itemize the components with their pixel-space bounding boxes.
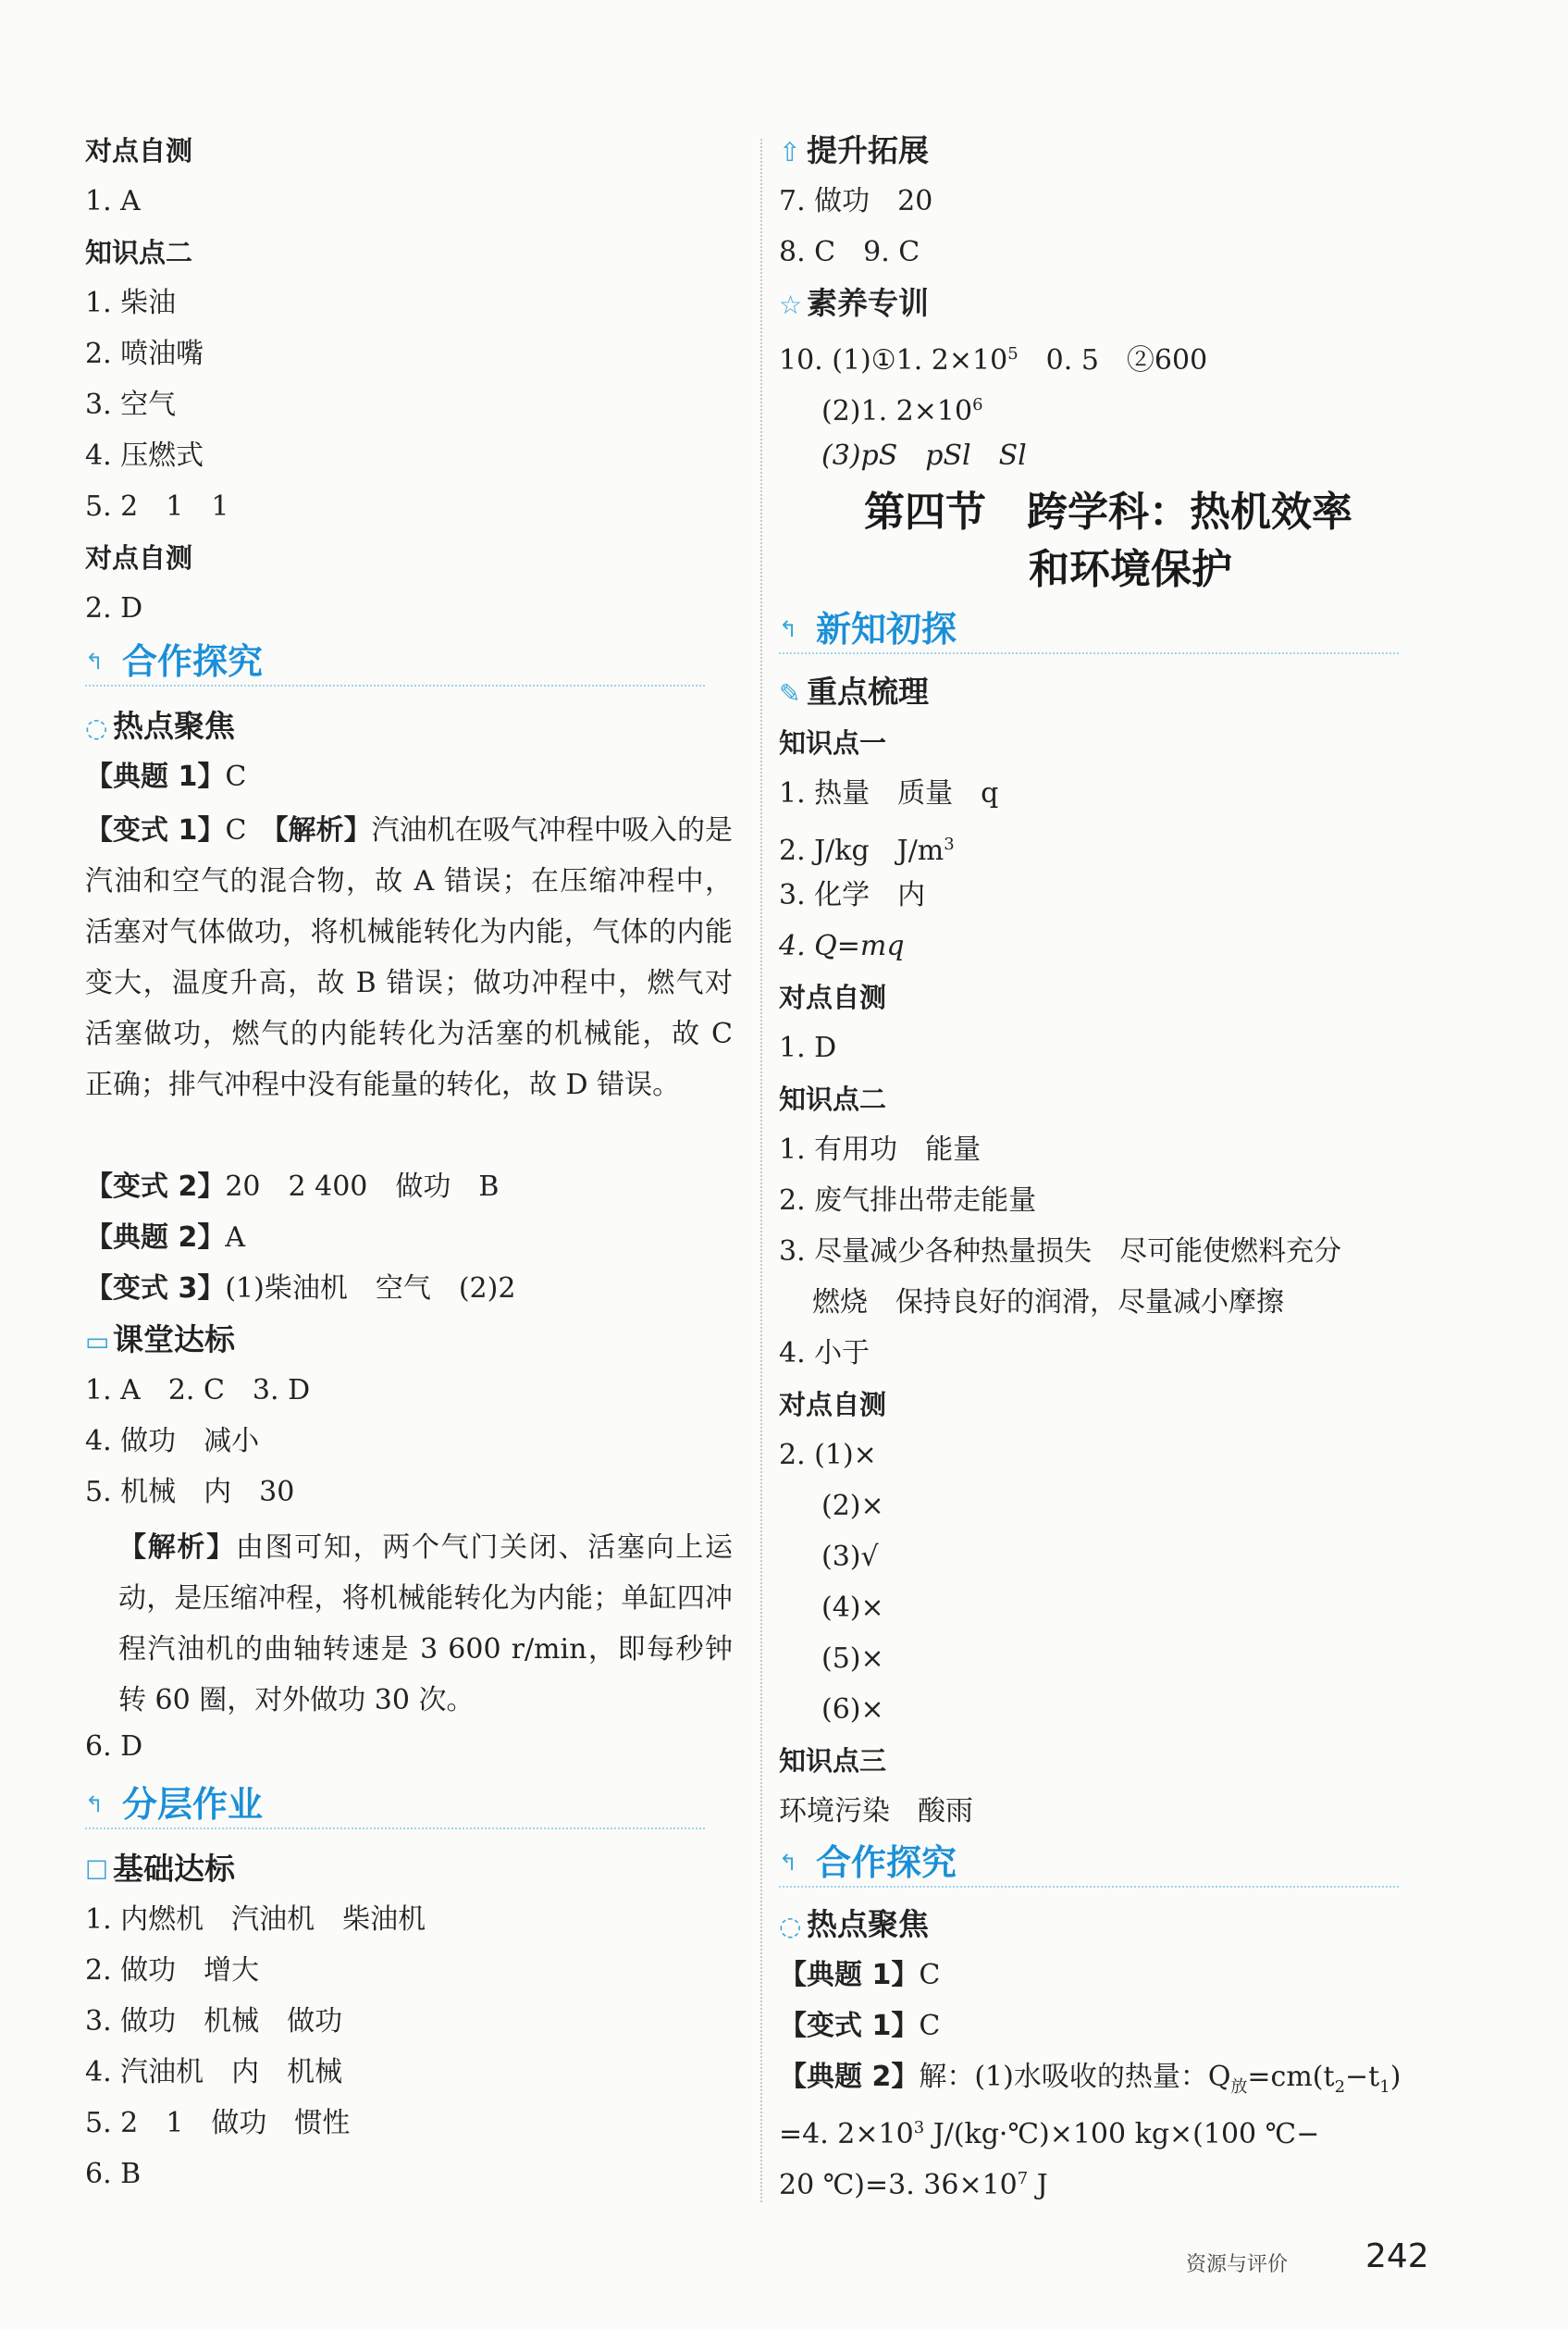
ring-icon: ◌ [85, 712, 108, 743]
subheading-label: 重点梳理 [807, 674, 929, 710]
solution-text: 20 ℃)=3. 36×10 [779, 2169, 1018, 2201]
superscript: 7 [1017, 2169, 1029, 2188]
example-answer: C [225, 761, 247, 793]
solution-text: J/(kg·℃)×100 kg×(100 ℃− [924, 2118, 1320, 2150]
subheading-hotspot [85, 708, 235, 745]
page-number: 242 [1365, 2237, 1429, 2275]
superscript: 3 [913, 2118, 925, 2137]
solution-text: −t [1345, 2061, 1380, 2093]
banner-tiered-homework [85, 1781, 705, 1829]
example-tag: 【典题 1】 [85, 761, 226, 793]
analysis-tag: 【解析】 [274, 814, 372, 847]
answer-line: 7. 做功 20 [779, 185, 933, 217]
answer-text: (2)1. 2×10 [821, 395, 973, 427]
example-1-line [85, 759, 246, 796]
variant-tag: 【变式 2】 [85, 1171, 226, 1203]
variant-answer: C [225, 814, 275, 847]
subheading-class-standard [85, 1321, 235, 1358]
answer-line: 1. D [779, 1032, 837, 1064]
superscript: 3 [944, 835, 955, 854]
answer-line: 2. (1)× [779, 1439, 877, 1471]
answer-line [779, 387, 983, 427]
example-tag: 【典题 1】 [779, 1959, 920, 1991]
heading-knowledge-point-3: 知识点三 [779, 1745, 887, 1777]
answer-line: 4. Q=mq [779, 930, 905, 962]
bookmark-arrow-icon: ↰ [85, 649, 105, 675]
variant-3-line [85, 1270, 515, 1307]
variant-tag: 【变式 3】 [85, 1272, 226, 1305]
answer-line: (5)× [821, 1642, 884, 1675]
variant-1-line [779, 2008, 940, 2045]
answer-line: (6)× [821, 1693, 884, 1726]
example-2-line-2 [779, 2110, 1320, 2150]
answer-line: 2. 废气排出带走能量 [779, 1184, 1037, 1217]
subheading-hotspot [779, 1906, 929, 1943]
heading-dui-dian-zi-ce: 对点自测 [85, 135, 193, 167]
subheading-label: 基础达标 [113, 1851, 235, 1887]
subheading-label: 热点聚焦 [807, 1906, 929, 1942]
bookmark-arrow-icon: ↰ [85, 1791, 105, 1817]
variant-answer: 20 2 400 做功 B [225, 1171, 500, 1203]
heading-dui-dian-zi-ce: 对点自测 [85, 542, 193, 574]
example-tag: 【典题 2】 [85, 1221, 226, 1254]
banner-cooperative-inquiry [779, 1840, 1399, 1888]
solution-text: =cm(t [1247, 2061, 1335, 2093]
banner-new-knowledge [779, 606, 1399, 654]
subheading-literacy-training [779, 285, 929, 322]
subheading-label: 提升拓展 [807, 132, 929, 168]
pen-icon: ✎ [779, 678, 801, 709]
subheading-improvement [779, 132, 929, 169]
subheading-label: 素养专训 [807, 285, 929, 321]
answer-line: 6. B [85, 2158, 142, 2190]
answer-line: 2. 喷油嘴 [85, 338, 204, 370]
banner-label: 新知初探 [816, 609, 957, 650]
answer-line [779, 336, 1208, 377]
subheading-label: 热点聚焦 [113, 708, 235, 744]
answer-line: 6. D [85, 1730, 143, 1763]
answer-text: 0. 5 ②600 [1018, 344, 1208, 377]
banner-cooperative-inquiry [85, 638, 705, 687]
answer-text: 10. (1)①1. 2×10 [779, 344, 1008, 377]
clipboard-icon: ☐ [85, 1855, 109, 1886]
answer-line: 3. 空气 [85, 389, 177, 421]
answer-line: 3. 化学 内 [779, 879, 926, 911]
heading-knowledge-point-1: 知识点一 [779, 727, 887, 759]
answer-line: 1. 内燃机 汽油机 柴油机 [85, 1903, 426, 1936]
example-answer: C [919, 1959, 941, 1991]
banner-label: 分层作业 [122, 1784, 264, 1825]
ring-icon: ◌ [779, 1911, 802, 1941]
variant-answer: C [919, 2010, 941, 2042]
answer-line: 3. 做功 机械 做功 [85, 2005, 343, 2038]
section-title: 第四节 跨学科：热机效率 [864, 489, 1352, 536]
subheading-label: 课堂达标 [113, 1321, 235, 1357]
variant-tag: 【变式 1】 [779, 2010, 920, 2042]
column-divider [760, 139, 762, 2202]
example-1-line [779, 1957, 940, 1994]
example-answer: A [225, 1221, 245, 1254]
answer-line: 2. D [85, 592, 143, 625]
answer-line: 4. 做功 减小 [85, 1425, 260, 1457]
solution-text: J [1028, 2169, 1048, 2201]
answer-line: 4. 小于 [779, 1337, 870, 1369]
answer-line: (3)√ [821, 1541, 879, 1573]
solution-text: 解：(1)水吸收的热量：Q [919, 2061, 1231, 2093]
answer-line: 1. A [85, 185, 141, 217]
heading-knowledge-point-2: 知识点二 [85, 237, 193, 268]
answer-line: 环境污染 酸雨 [779, 1795, 973, 1827]
answer-line: (3)pS pSl Sl [821, 440, 1027, 472]
answer-line: 1. 柴油 [85, 287, 177, 319]
answer-line: 5. 机械 内 30 [85, 1476, 295, 1508]
answer-line: 8. C 9. C [779, 236, 920, 268]
subheading-basic-standard [85, 1851, 235, 1888]
example-2-line [85, 1220, 245, 1257]
answer-line: 5. 2 1 做功 惯性 [85, 2107, 351, 2139]
bookmark-arrow-icon: ↰ [779, 1850, 798, 1876]
answer-line: 1. 热量 质量 q [779, 777, 999, 810]
analysis-text: 由图可知，两个气门关闭、活塞向上运动，是压缩冲程，将机械能转化为内能；单缸四冲程汽油机的曲轴转速是 3 600 r/min，即每秒钟转 60 圈，对外做功 30 次。 [118, 1531, 734, 1716]
solution-text: ) [1389, 2061, 1401, 2093]
heading-knowledge-point-2: 知识点二 [779, 1084, 887, 1115]
analysis-text: 汽油机在吸气冲程中吸入的是汽油和空气的混合物，故 A 错误；在压缩冲程中，活塞对气体做功，将机械能转化为内能，气体的内能变大，温度升高，故 B 错误；做功冲程中，燃气对活塞做功，燃气的内能转化为活塞的机械能，故 C 正确；排气冲程中没有能量的转化，故 D 错误。 [85, 814, 733, 1101]
superscript: 5 [1007, 344, 1019, 364]
superscript: 6 [972, 395, 983, 415]
footer-label: 资源与评价 [1186, 2253, 1289, 2276]
answer-line: 燃烧 保持良好的润滑，尽量减小摩擦 [812, 1286, 1284, 1319]
banner-label: 合作探究 [122, 641, 264, 682]
variant-2-line [85, 1169, 499, 1206]
answer-line: 3. 尽量减少各种热量损失 尽可能使燃料充分 [779, 1235, 1342, 1268]
answer-line: (2)× [821, 1490, 884, 1522]
open-book-icon: ▭ [85, 1326, 110, 1357]
answer-line: 1. 有用功 能量 [779, 1134, 982, 1166]
analysis-tag: 【解析】 [118, 1531, 236, 1564]
banner-label: 合作探究 [816, 1842, 957, 1883]
answer-line [779, 826, 955, 867]
k3-explanation [118, 1522, 733, 1726]
answer-line: 2. 做功 增大 [85, 1954, 260, 1987]
answer-line: 4. 汽油机 内 机械 [85, 2056, 343, 2088]
section-title-line-2: 和环境保护 [1029, 546, 1232, 593]
example-2-line-1 [779, 2059, 1401, 2096]
example-tag: 【典题 2】 [779, 2061, 920, 2093]
answer-line: (4)× [821, 1592, 884, 1624]
solution-text: =4. 2×10 [779, 2118, 914, 2150]
subscript: 2 [1334, 2077, 1346, 2097]
subscript: 1 [1379, 2077, 1390, 2097]
variant-tag: 【变式 1】 [85, 814, 226, 847]
answer-line: 5. 2 1 1 [85, 490, 229, 523]
example-2-line-3 [779, 2161, 1048, 2201]
answer-line: 1. A 2. C 3. D [85, 1374, 311, 1406]
subheading-key-points [779, 674, 929, 711]
variant-answer: (1)柴油机 空气 (2)2 [225, 1272, 516, 1305]
answer-text: 2. J/kg J/m [779, 835, 945, 867]
star-icon: ☆ [779, 290, 803, 320]
variant-1-explanation [85, 805, 733, 1110]
heading-dui-dian-zi-ce: 对点自测 [779, 982, 887, 1013]
heading-dui-dian-zi-ce: 对点自测 [779, 1389, 887, 1420]
subscript: 放 [1230, 2077, 1248, 2097]
bookmark-arrow-icon: ↰ [779, 616, 798, 642]
answer-line: 4. 压燃式 [85, 440, 204, 472]
up-arrow-icon: ⇧ [779, 137, 801, 167]
